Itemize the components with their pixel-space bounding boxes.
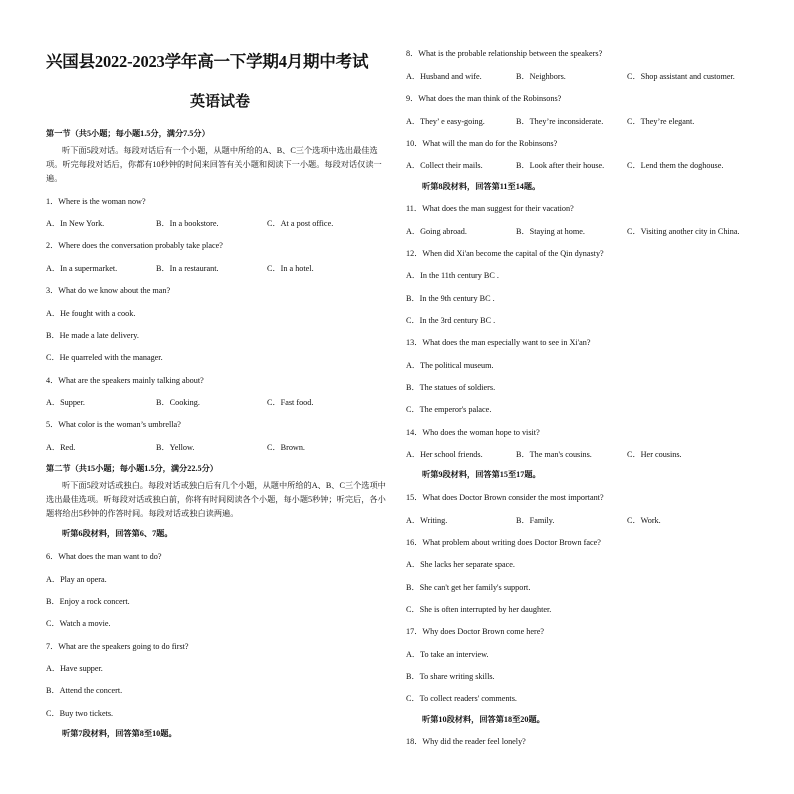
- q6-option-b[interactable]: B．Enjoy a rock concert.: [46, 597, 130, 606]
- q4-option-a[interactable]: A．Supper.: [46, 398, 85, 407]
- q10-option-c[interactable]: C．Lend them the doghouse.: [627, 161, 724, 170]
- q5-option-a[interactable]: A．Red.: [46, 443, 76, 452]
- question-7: 7．What are the speakers going to do first?: [46, 642, 189, 651]
- q10-option-a[interactable]: A．Collect their mails.: [406, 161, 483, 170]
- q12-option-a[interactable]: A．In the 11th century BC .: [406, 271, 499, 280]
- q1-option-c[interactable]: C．At a post office.: [267, 219, 334, 228]
- question-16: 16．What problem about writing does Doctor Brown face?: [406, 538, 601, 547]
- material-9-note: 听第9段材料，回答第15至17题。: [422, 470, 541, 479]
- q17-option-b[interactable]: B．To share writing skills.: [406, 672, 495, 681]
- q11-option-a[interactable]: A．Going abroad.: [406, 227, 467, 236]
- q16-option-c[interactable]: C．She is often interrupted by her daughter.: [406, 605, 552, 614]
- q14-option-a[interactable]: A．Her school friends.: [406, 450, 483, 459]
- q13-option-c[interactable]: C．The emperor's palace.: [406, 405, 492, 414]
- q4-option-b[interactable]: B．Cooking.: [156, 398, 200, 407]
- question-1: 1．Where is the woman now?: [46, 197, 146, 206]
- section2-instructions: 听下面5段对话或独白。每段对话或独白后有几个小题，从题中所给的A、B、C三个选项中选出最佳选项。听每段对话或独白前，你将有时间阅读各个小题，每小题5秒钟；听完后，各小题将给出5秒钟的作答时间。每段对话或独白读两遍。: [46, 481, 386, 518]
- question-11: 11．What does the man suggest for their vacation?: [406, 204, 574, 213]
- question-14: 14．Who does the woman hope to visit?: [406, 428, 540, 437]
- q7-option-b[interactable]: B．Attend the concert.: [46, 686, 123, 695]
- q9-option-a[interactable]: A．They’ e easy-going.: [406, 117, 485, 126]
- material-10-note: 听第10段材料，回答第18至20题。: [422, 715, 545, 724]
- q6-option-a[interactable]: A．Play an opera.: [46, 575, 107, 584]
- question-2: 2．Where does the conversation probably take place?: [46, 241, 223, 250]
- q14-option-b[interactable]: B．The man's cousins.: [516, 450, 592, 459]
- q8-option-b[interactable]: B．Neighbors.: [516, 72, 566, 81]
- q7-option-c[interactable]: C．Buy two tickets.: [46, 709, 114, 718]
- q1-option-a[interactable]: A．In New York.: [46, 219, 105, 228]
- q2-option-b[interactable]: B．In a restaurant.: [156, 264, 219, 273]
- section2-heading: 第二节（共15小题；每小题1.5分，满分22.5分）: [46, 464, 218, 473]
- q3-option-a[interactable]: A．He fought with a cook.: [46, 309, 136, 318]
- question-5: 5．What color is the woman’s umbrella?: [46, 420, 181, 429]
- q16-option-a[interactable]: A．She lacks her separate space.: [406, 560, 515, 569]
- q13-option-b[interactable]: B．The statues of soldiers.: [406, 383, 496, 392]
- exam-subtitle: 英语试卷: [189, 94, 250, 110]
- section1-instructions: 听下面5段对话。每段对话后有一个小题，从题中所给的A、B、C三个选项中选出最佳选项。听完每段对话后，你都有10秒钟的时间来回答有关小题和阅读下一小题。每段对话仅读一遍。: [46, 146, 382, 183]
- question-12: 12．When did Xi'an become the capital of the Qin dynasty?: [406, 249, 604, 258]
- q17-option-a[interactable]: A．To take an interview.: [406, 650, 489, 659]
- q3-option-b[interactable]: B．He made a late delivery.: [46, 331, 139, 340]
- material-6-note: 听第6段材料，回答第6、7题。: [62, 529, 173, 538]
- q11-option-b[interactable]: B．Staying at home.: [516, 227, 585, 236]
- question-3: 3．What do we know about the man?: [46, 286, 171, 295]
- question-15: 15．What does Doctor Brown consider the most important?: [406, 493, 604, 502]
- question-18: 18．Why did the reader feel lonely?: [406, 737, 526, 746]
- q12-option-c[interactable]: C．In the 3rd century BC .: [406, 316, 496, 325]
- q5-option-b[interactable]: B．Yellow.: [156, 443, 195, 452]
- material-8-note: 听第8段材料，回答第11至14题。: [422, 182, 541, 191]
- q9-option-c[interactable]: C．They’re elegant.: [627, 117, 695, 126]
- q16-option-b[interactable]: B．She can't get her family's support.: [406, 583, 531, 592]
- q1-option-b[interactable]: B．In a bookstore.: [156, 219, 219, 228]
- q4-option-c[interactable]: C．Fast food.: [267, 398, 314, 407]
- material-7-note: 听第7段材料，回答第8至10题。: [62, 729, 177, 738]
- question-13: 13．What does the man especially want to see in Xi'an?: [406, 338, 591, 347]
- question-8: 8．What is the probable relationship between the speakers?: [406, 49, 603, 58]
- exam-title: 兴国县2022-2023学年高一下学期4月期中考试: [46, 52, 369, 71]
- q2-option-c[interactable]: C．In a hotel.: [267, 264, 314, 273]
- q11-option-c[interactable]: C．Visiting another city in China.: [627, 227, 740, 236]
- question-4: 4．What are the speakers mainly talking about?: [46, 376, 204, 385]
- q10-option-b[interactable]: B．Look after their house.: [516, 161, 605, 170]
- q8-option-a[interactable]: A．Husband and wife.: [406, 72, 482, 81]
- q6-option-c[interactable]: C．Watch a movie.: [46, 619, 111, 628]
- q12-option-b[interactable]: B．In the 9th century BC .: [406, 294, 495, 303]
- q14-option-c[interactable]: C．Her cousins.: [627, 450, 682, 459]
- section1-heading: 第一节（共5小题；每小题1.5分，满分7.5分）: [46, 129, 210, 138]
- question-17: 17．Why does Doctor Brown come here?: [406, 627, 545, 636]
- q17-option-c[interactable]: C．To collect readers' comments.: [406, 694, 517, 703]
- question-6: 6．What does the man want to do?: [46, 552, 162, 561]
- question-10: 10．What will the man do for the Robinsons?: [406, 139, 558, 148]
- q3-option-c[interactable]: C．He quarreled with the manager.: [46, 353, 163, 362]
- q13-option-a[interactable]: A．The political museum.: [406, 361, 494, 370]
- q15-option-a[interactable]: A．Writing.: [406, 516, 448, 525]
- q15-option-c[interactable]: C．Work.: [627, 516, 661, 525]
- question-9: 9．What does the man think of the Robinsons?: [406, 94, 562, 103]
- q15-option-b[interactable]: B．Family.: [516, 516, 555, 525]
- q2-option-a[interactable]: A．In a supermarket.: [46, 264, 118, 273]
- q5-option-c[interactable]: C．Brown.: [267, 443, 305, 452]
- q9-option-b[interactable]: B．They’re inconsiderate.: [516, 117, 604, 126]
- q8-option-c[interactable]: C．Shop assistant and customer.: [627, 72, 735, 81]
- q7-option-a[interactable]: A．Have supper.: [46, 664, 103, 673]
